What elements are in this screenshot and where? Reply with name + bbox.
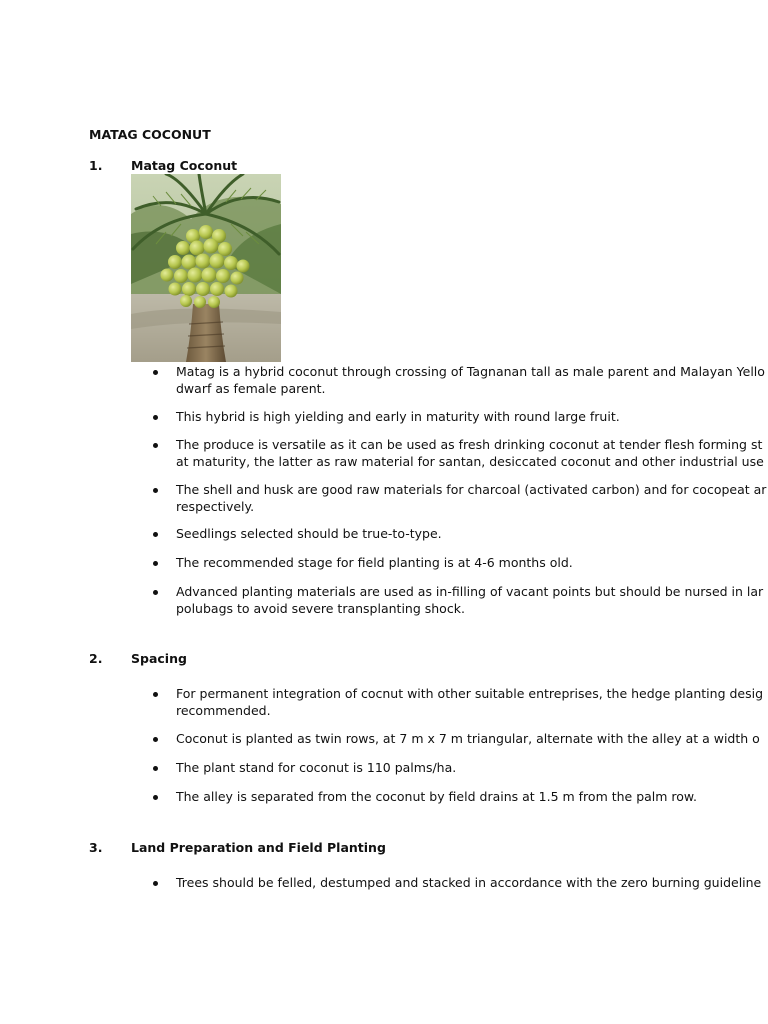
bullet-text: [176, 555, 768, 572]
bullet-text: [176, 526, 768, 543]
bullet-line: The recommended stage for field planting is at 4-6 months old.: [176, 555, 573, 570]
bullet-icon: [153, 561, 158, 566]
bullet-text: [176, 482, 768, 515]
bullet-line: This hybrid is high yielding and early in maturity with round large fruit.: [176, 409, 620, 424]
bullet-icon: [153, 415, 158, 420]
bullet-line: recommended.: [176, 702, 271, 718]
bullet-text: [176, 875, 768, 892]
bullet-text: [176, 437, 768, 470]
bullet-icon: [153, 532, 158, 537]
bullet-line: dwarf as female parent.: [176, 380, 326, 396]
bullet-text: [176, 364, 768, 397]
bullet-line: Matag is a hybrid coconut through crossing of Tagnanan tall as male parent and Malayan Yello: [176, 364, 765, 379]
bullet-text: [176, 731, 768, 748]
bullet-line: The alley is separated from the coconut by field drains at 1.5 m from the palm row.: [176, 789, 697, 804]
bullet-line: The plant stand for coconut is 110 palms/ha.: [176, 760, 457, 775]
section-number: 2.: [89, 651, 103, 666]
bullet-line: at maturity, the latter as raw material for santan, desiccated coconut and other industrial use: [176, 453, 764, 469]
bullet-icon: [153, 881, 158, 886]
bullet-icon: [153, 590, 158, 595]
bullet-text: [176, 686, 768, 719]
bullet-text: [176, 760, 768, 777]
bullet-line: Trees should be felled, destumped and stacked in accordance with the zero burning guideline: [176, 875, 762, 890]
bullet-line: polubags to avoid severe transplanting shock.: [176, 600, 465, 616]
bullet-icon: [153, 692, 158, 697]
bullet-text: [176, 789, 768, 806]
bullet-line: For permanent integration of cocnut with other suitable entreprises, the hedge planting desig: [176, 686, 764, 701]
bullet-line: Coconut is planted as twin rows, at 7 m x 7 m triangular, alternate with the alley at a width o: [176, 731, 760, 746]
section-title: Land Preparation and Field Planting: [131, 840, 386, 855]
bullet-text: [176, 409, 768, 426]
bullet-icon: [153, 766, 158, 771]
section-title: Matag Coconut: [131, 158, 238, 173]
document-title: MATAG COCONUT: [89, 127, 211, 142]
section-title: Spacing: [131, 651, 187, 666]
bullet-line: The produce is versatile as it can be used as fresh drinking coconut at tender flesh forming st: [176, 437, 763, 452]
section-number: 3.: [89, 840, 103, 855]
bullet-icon: [153, 370, 158, 375]
bullet-line: Advanced planting materials are used as in-filling of vacant points but should be nursed in lar: [176, 584, 764, 599]
bullet-icon: [153, 795, 158, 800]
section-number: 1.: [89, 158, 103, 173]
bullet-line: Seedlings selected should be true-to-type.: [176, 526, 442, 541]
bullet-line: The shell and husk are good raw materials for charcoal (activated carbon) and for cocopeat ar: [176, 482, 767, 497]
bullet-line: respectively.: [176, 498, 255, 514]
bullet-icon: [153, 737, 158, 742]
bullet-icon: [153, 443, 158, 448]
bullet-text: [176, 584, 768, 617]
coconut-palm-photo: [131, 174, 281, 362]
bullet-icon: [153, 488, 158, 493]
